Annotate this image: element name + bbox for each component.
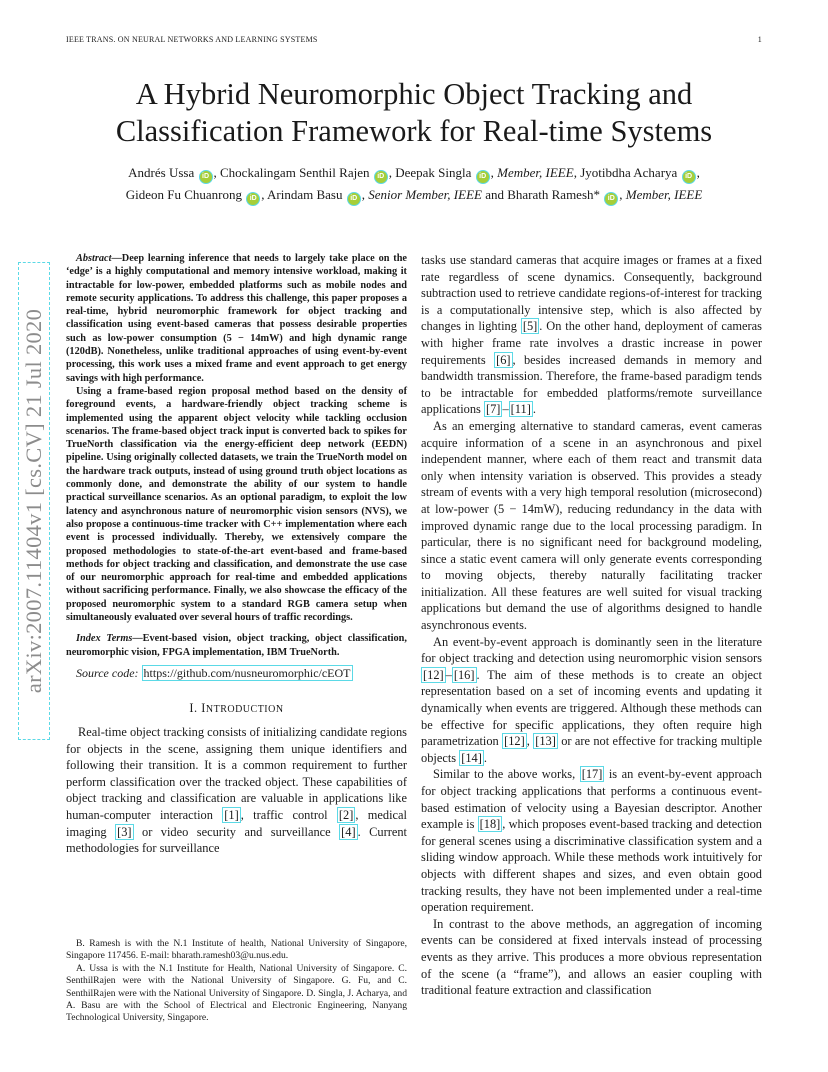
orcid-icon[interactable]: iD <box>476 170 490 184</box>
citation-link[interactable]: [14] <box>461 750 482 765</box>
citation-link[interactable]: [1] <box>224 808 239 823</box>
footnote-1: B. Ramesh is with the N.1 Institute of health, National University of Singapore, Singapore 117456. E-mail: bharath.ramesh03@u.nus.edu. <box>66 938 407 962</box>
title-line-1: A Hybrid Neuromorphic Object Tracking and <box>135 77 693 111</box>
running-header: IEEE TRANS. ON NEURAL NETWORKS AND LEARNING SYSTEMS <box>66 35 318 44</box>
footnotes <box>66 938 407 1025</box>
paper-title <box>40 76 788 150</box>
citation-link[interactable]: [7] <box>485 402 501 417</box>
author-name: and Bharath Ramesh* <box>481 187 601 202</box>
arxiv-identifier-link[interactable] <box>18 262 50 740</box>
author-name: Gideon Fu Chuanrong <box>125 187 242 202</box>
page-number: 1 <box>757 35 762 44</box>
intro-paragraph: Real-time object tracking consists of initializing candidate regions for objects in the scene, assigning them unique identifiers and following their transition. It is a common requirement to further perform classification over the tracked object. These capabilities of object tracking and classification are valuable in applications like human-computer interaction [1] , traffic control [2] , medical imaging [3] or video security and surveillance [4] . Current methodologies for surveillance <box>66 725 407 856</box>
citation-link[interactable]: [12] <box>504 734 525 749</box>
orcid-icon[interactable]: iD <box>682 170 696 184</box>
citation-link[interactable]: [12] <box>423 667 444 682</box>
right-column <box>421 252 762 999</box>
body-paragraph: tasks use standard cameras that acquire images or frames at a fixed rate regardless of scene dynamics. Consequently, background subtraction used to retrieve candidate regions-of-interest for tracking is a computationally intensive step, which is also affected by changes in lighting [5] . On the other hand, deployment of cameras with higher frame rate involves a drastic increase in power requirements [6] , besides increased demands in memory and bandwidth transmission. Therefore, the frame-based paradigm tends to be intractable for embedded platforms/remote surveillance applications [7] – [11] . <box>421 253 763 417</box>
index-terms-label: Index Terms <box>76 633 133 645</box>
author-role: Member, IEEE <box>497 165 574 180</box>
citation-link[interactable]: [17] <box>581 767 603 782</box>
abstract-paragraph-2: Using a frame-based region proposal method based on the density of foreground events, a hardware-friendly object tracking scheme is implemented using the apparent object velocity while tackling occlusion scenarios. The frame-based object track input is converted back to spikes for TrueNorth classification via the energy-efficient deep network (EEDN) pipeline. Using originally collected datasets, we train the TrueNorth model on the hardware track outputs, instead of using ground truth object locations as commonly done, and demonstrate the ability of our system to handle practical surveillance scenarios. As an optional paradigm, to exploit the low latency and asynchronous nature of neuromorphic vision sensors (NVS), we also propose a continuous-time tracker with C++ implementation where each event is processed individually. Thereby, we extensively compare the proposed methodologies to state-of-the-art event-based and frame-based methods for object tracking and classification, and demonstrate the use case of our neuromorphic approach for real-time and embedded applications without sacrificing performance. Finally, we also showcase the efficacy of the proposed neuromorphic system to a standard RGB camera setup when simultaneously evaluated over several hours of traffic recordings. <box>66 385 407 624</box>
abstract-label: Abstract <box>76 253 112 264</box>
citation-link[interactable]: [2] <box>338 808 354 823</box>
orcid-icon[interactable]: iD <box>246 192 260 206</box>
citation-link[interactable]: [6] <box>496 352 511 367</box>
left-column <box>66 252 407 857</box>
author-name: Andrés Ussa <box>128 165 195 180</box>
author-role: Member, IEEE <box>625 187 703 202</box>
section-heading: I. INTRODUCTION <box>189 700 284 715</box>
citation-link[interactable]: [18] <box>479 817 501 832</box>
author-name: , Jyotibdha Acharya <box>573 165 678 180</box>
source-code <box>66 665 407 682</box>
body-paragraph: An event-by-event approach is dominantly seen in the literature for object tracking and detection using neuromorphic vision sensors [12] – [16] . The aim of these methods is to create an object representation based on a set of incoming events and updating it dynamically when events are triggered. Although these methods can be effective for specific applications, they often require high parametrization [12] , [13] or are not effective for tracking multiple objects [14] . <box>421 634 762 765</box>
orcid-icon[interactable]: iD <box>199 170 213 184</box>
arxiv-identifier: arXiv:2007.11404v1 [cs.CV] 21 Jul 2020 <box>21 308 46 694</box>
body-paragraph: As an emerging alternative to standard cameras, event cameras acquire information of a scene in an asynchronous and pixel independent manner, where each of them react and transmit data only when intensity variation is observed. This provides a steady stream of events with a very high temporal resolution (microsecond) at low-power (5 − 14mW), reducing redundancy in the data with improved dynamic range due to the local processing paradigm. In particular, there is no significant need for background modeling, since a static event camera will only generate events corresponding to moving objects, thereby naturally facilitating tracker initialization. All these features are well suited for visual tracking applications but demand the use of algorithms designed to handle asynchronous events. <box>421 418 762 633</box>
author-role: Senior Member, IEEE <box>368 187 482 202</box>
author-name: , Arindam Basu <box>261 187 343 202</box>
author-list: Andrés Ussa iD , Chockalingam Senthil Rajen iD , Deepak Singla iD , Member, IEEE, Jyotibdha Acharya iD , Gideon Fu Chuanrong iD , Arindam Basu iD , Senior Member, IEEE and Bharath Ramesh* iD , Member, IEEE <box>40 162 788 206</box>
citation-link[interactable]: [4] <box>341 824 356 839</box>
citation-link[interactable]: [16] <box>453 667 475 682</box>
citation-link[interactable]: [3] <box>117 824 132 839</box>
title-line-2: Classification Framework for Real-time Systems <box>115 114 713 148</box>
index-terms <box>66 632 407 659</box>
citation-link[interactable]: [5] <box>522 319 538 334</box>
author-name: , Deepak Singla <box>388 165 472 180</box>
index-terms-text: —Event-based vision, object tracking, object classification, neuromorphic vision, FPGA implementation, IBM TrueNorth. <box>66 633 407 658</box>
orcid-icon[interactable]: iD <box>347 192 361 206</box>
abstract <box>66 252 407 624</box>
body-paragraph: In contrast to the above methods, an aggregation of incoming events can be considered at fixed intervals instead of processing events as they arrive. This produces a more obvious representation of the scene (a “frame”), and allows an easier coupling with traditional feature extraction and classification <box>421 916 762 998</box>
author-name: , Chockalingam Senthil Rajen <box>213 165 370 180</box>
orcid-icon[interactable]: iD <box>374 170 388 184</box>
citation-link[interactable]: [11] <box>510 402 531 417</box>
citation-link[interactable]: [13] <box>535 734 556 749</box>
orcid-icon[interactable]: iD <box>604 192 618 206</box>
body-paragraph: Similar to the above works, [17] is an event-by-event approach for object tracking applications that performs a continuous event-based estimation of velocity using a Bayesian descriptor. Another example is [18] , which proposes event-based tracking and detection for general scenes using a discriminative classification system and a sliding window approach. While these methods work intuitively for objects with different shapes and sizes, and even obtain good tracking results, they have not been implemented under a real-time operation requirement. <box>421 767 762 915</box>
abstract-paragraph-1: —Deep learning inference that needs to largely take place on the ‘edge’ is a highly computational and memory intensive workload, making it intractable for low-power, embedded platforms such as mobile nodes and remote security applications. To address this challenge, this paper proposes a real-time, hybrid neuromorphic framework for object tracking and classification using event-based cameras that possess desirable properties such as low-power consumption (5 − 14mW) and high dynamic range (120dB). Nonetheless, unlike traditional approaches of using event-by-event processing, this work uses a mixed frame and event approach to get energy savings with high performance. <box>66 253 407 384</box>
source-code-link[interactable]: https://github.com/nusneuromorphic/cEOT <box>143 665 351 680</box>
source-code-label: Source code: <box>76 665 139 680</box>
footnote-2: A. Ussa is with the N.1 Institute for Health, National University of Singapore. C. SenthilRajen were with the National University of Singapore. G. Fu, and C. SenthilRajen were with the National University of Singapore. D. Singla, J. Acharya, and A. Basu are with the School of Electrical and Electronic Engineering, Nanyang Technological University, Singapore. <box>66 962 407 1024</box>
